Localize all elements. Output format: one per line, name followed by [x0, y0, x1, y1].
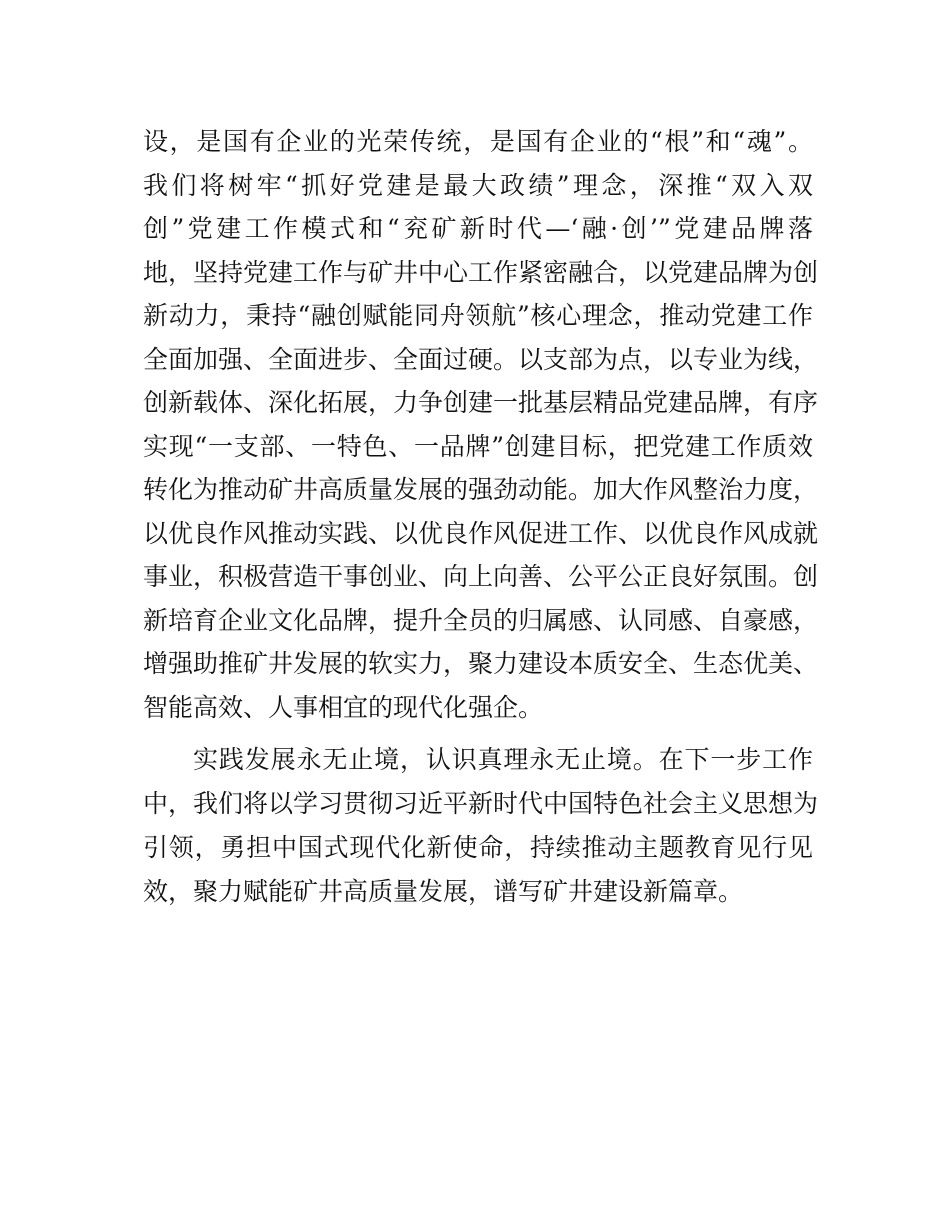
text-line: 引领，勇担中国式现代化新使命，持续推动主题教育见行见: [143, 833, 813, 862]
text-line: 新动力，秉持“融创赋能同舟领航”核心理念，推动党建工作: [143, 301, 813, 330]
text-line: 智能高效、人事相宜的现代化强企。: [143, 692, 544, 722]
document-body: [143, 120, 819, 914]
text-line: 创新载体、深化拓展，力争创建一批基层精品党建品牌，有序: [143, 388, 819, 417]
text-line: 转化为推动矿井高质量发展的强劲动能。加大作风整治力度，: [143, 475, 819, 504]
text-line: 以优良作风推动实践、以优良作风促进工作、以优良作风成就: [143, 518, 819, 548]
text-line: 设，是国有企业的光荣传统，是国有企业的“根”和“魂”。: [143, 127, 813, 156]
text-line: 效，聚力赋能矿井高质量发展，谱写矿井建设新篇章。: [143, 877, 744, 906]
text-line: 新培育企业文化品牌，提升全员的归属感、认同感、自豪感，: [143, 605, 819, 635]
text-line: 地，坚持党建工作与矿井中心工作紧密融合，以党建品牌为创: [143, 257, 819, 287]
text-line: 实现“一支部、一特色、一品牌”创建目标，把党建工作质效: [143, 431, 813, 461]
text-line: 事业，积极营造干事创业、向上向善、公平公正良好氛围。创: [143, 562, 819, 591]
paragraph-party-building: [143, 120, 819, 729]
text-line: 中，我们将以学习贯彻习近平新时代中国特色社会主义思想为: [143, 789, 819, 818]
text-line: 实践发展永无止境，认识真理永无止境。在下一步工作: [193, 745, 813, 774]
text-line: 创”党建工作模式和“兖矿新时代—‘融·创’”党建品牌落: [143, 214, 813, 243]
text-line: 增强助推矿井发展的软实力，聚力建设本质安全、生态优美、: [143, 649, 819, 678]
text-line: 全面加强、全面进步、全面过硬。以支部为点，以专业为线，: [143, 344, 819, 374]
text-line: 我们将树牢“抓好党建是最大政绩”理念，深推“双入双: [143, 170, 813, 200]
paragraph-conclusion: [143, 738, 819, 914]
